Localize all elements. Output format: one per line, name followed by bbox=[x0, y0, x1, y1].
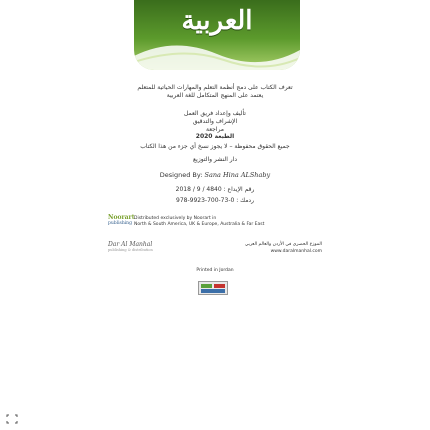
designer-label: Designed By: bbox=[159, 171, 203, 179]
rights-line: جميع الحقوق محفوظة – لا يجوز نسخ أي جزء من هذا الكتاب bbox=[140, 143, 290, 150]
partner-line-1: الموزع الحصري في الأردن والعالم العربي bbox=[244, 242, 322, 247]
publisher-line-1: Distributed exclusively by Noorart in bbox=[134, 216, 217, 221]
credits-line-5-text: مراجعة bbox=[205, 126, 224, 133]
badge-blue-block bbox=[201, 289, 225, 293]
publisher-distribution-text bbox=[134, 216, 322, 228]
credits-team bbox=[110, 110, 320, 134]
credits-line-3-text: تأليف وإعداد فريق العمل bbox=[184, 110, 246, 117]
deposit-number: 2018 / 9 / 4840 : رقم الإيداع bbox=[175, 186, 255, 193]
cover-title: العربية bbox=[181, 6, 253, 36]
cover-swirl-graphic bbox=[134, 36, 300, 70]
partner-row bbox=[108, 241, 322, 259]
credits-line-1 bbox=[110, 84, 320, 100]
partner-signature-text: Dar Al Manhal bbox=[108, 241, 153, 248]
fullscreen-icon[interactable] bbox=[6, 414, 18, 424]
noorart-logo bbox=[108, 214, 135, 228]
cover-image bbox=[134, 0, 300, 70]
partner-text bbox=[170, 241, 322, 255]
partner-line-2: www.daralmanhal.com bbox=[270, 249, 322, 254]
credits-line-2-text: يعتمد على المنهج المتكامل للغة العربية bbox=[166, 92, 264, 99]
publisher-line: دار النشر والتوزيع bbox=[192, 156, 238, 163]
credits-line-4-text: الإشراف والتدقيق bbox=[192, 118, 238, 125]
badge-red-block bbox=[214, 284, 225, 288]
publisher-line-2: North & South America, UK & Europe, Australia & Far East bbox=[134, 222, 265, 227]
partner-signature-sub: publishing & distribution bbox=[108, 248, 153, 252]
printed-in-label: Printed in Jordan bbox=[196, 268, 234, 273]
publisher-badge-logo bbox=[198, 281, 228, 295]
partner-signature-logo bbox=[108, 241, 166, 252]
edition-year: 2020 الطبعة bbox=[195, 133, 235, 140]
badge-green-block bbox=[201, 284, 212, 288]
credits-line-1-text: تعرف الكتاب على دمج أنظمة التعلم والمهارات الحياتية للمتعلم bbox=[137, 84, 293, 91]
noorart-logo-sub: publishing bbox=[108, 221, 132, 226]
publisher-row bbox=[108, 215, 322, 229]
designer-credit bbox=[110, 171, 320, 179]
designer-name: Sana Hina ALShaby bbox=[204, 171, 271, 179]
isbn-number: 978-9923-700-73-0 : ردمك bbox=[176, 197, 254, 204]
noorart-logo-text: Noorart bbox=[108, 214, 135, 221]
